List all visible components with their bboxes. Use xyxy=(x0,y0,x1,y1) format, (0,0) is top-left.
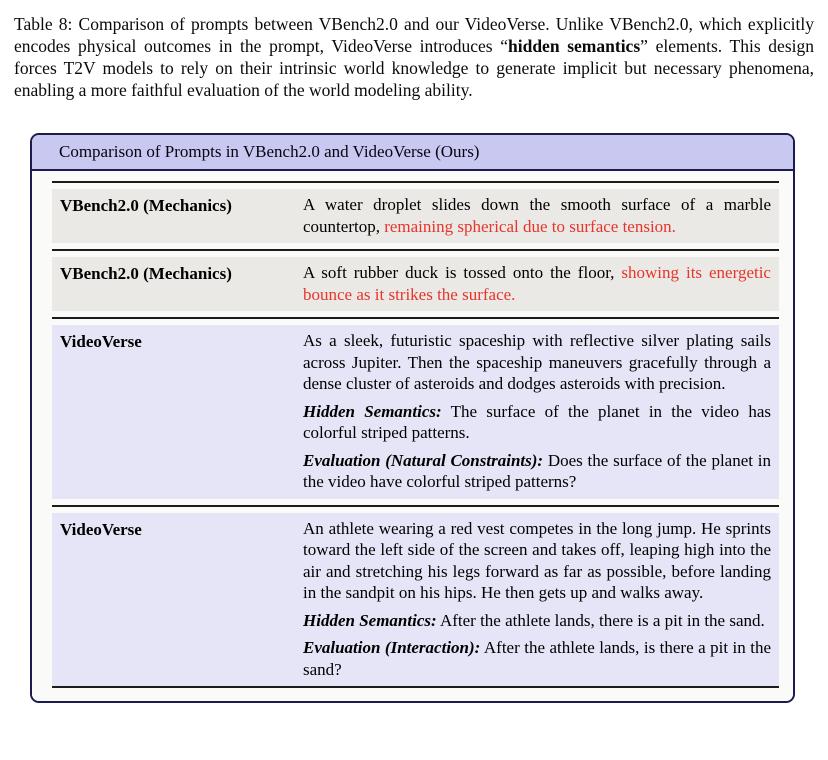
table-mid-rule xyxy=(52,505,779,507)
comparison-box xyxy=(30,133,795,703)
row-content xyxy=(303,330,771,493)
row-prompt xyxy=(303,194,771,237)
table-caption xyxy=(14,13,814,101)
row-label: VideoVerse xyxy=(60,332,142,351)
table-row-vbench-1 xyxy=(52,189,779,243)
row-label: VBench2.0 (Mechanics) xyxy=(60,196,232,215)
row-label: VideoVerse xyxy=(60,519,142,539)
box-header xyxy=(32,135,793,171)
row-prompt xyxy=(303,262,771,305)
table-row-vbench-2 xyxy=(52,257,779,311)
prompt-text: A soft rubber duck is tossed onto the floor, xyxy=(303,263,622,282)
hidden-semantics-text: The surface of the planet in the video has colorful striped patterns. xyxy=(303,401,771,442)
hidden-semantics-text: After the athlete lands, there is a pit in the sand. xyxy=(439,610,765,630)
hidden-semantics-paragraph xyxy=(303,401,771,444)
hidden-semantics-label: Hidden Semantics: xyxy=(303,610,437,630)
evaluation-paragraph xyxy=(303,450,771,493)
evaluation-label: Evaluation (Natural Constraints): xyxy=(303,450,544,470)
hidden-semantics-label: Hidden Semantics: xyxy=(303,401,442,421)
evaluation-text: Does the surface of the planet in the video have colorful striped patterns? xyxy=(303,450,771,491)
caption-bold-hidden-semantics: hidden semantics xyxy=(508,36,641,56)
evaluation-label: Evaluation (Interaction): xyxy=(303,638,481,657)
table-mid-rule xyxy=(52,249,779,251)
table-mid-rule xyxy=(52,317,779,319)
prompt-text: An athlete wearing a red vest competes in the long jump. He sprints toward the left side of the screen and takes off, leaping high into the air and stretching his legs forward as far as possible, before landing in the sandpit on his hips. He then gets up and walks away. xyxy=(303,518,771,602)
hidden-semantics-paragraph xyxy=(303,610,771,632)
evaluation-text: After the athlete lands, is there a pit in the sand? xyxy=(303,638,772,679)
prompt-text: A water droplet slides down the smooth surface of a marble countertop, xyxy=(303,195,771,236)
prompt-outcome-text: showing its energetic bounce as it strikes the surface. xyxy=(303,263,771,304)
table-top-rule xyxy=(52,181,779,183)
box-title: Comparison of Prompts in VBench2.0 and VideoVerse (Ours) xyxy=(59,142,480,161)
prompt-text: As a sleek, futuristic spaceship with reflective silver plating sails across Jupiter. Then the spaceship maneuvers gracefully through a dense cluster of asteroids and dodges asteroids with precision. xyxy=(303,331,771,393)
evaluation-paragraph xyxy=(303,637,771,680)
caption-text-after: ” elements. This design forces T2V models to rely on their intrinsic world knowledge to generate implicit but necessary phenomena, enabling a more faithful evaluation of the world modeling ability. xyxy=(14,36,814,100)
box-body xyxy=(32,171,793,701)
table-row-videoverse-2 xyxy=(52,513,779,687)
table-row-videoverse-1 xyxy=(52,325,779,499)
prompt-outcome-text: remaining spherical due to surface tension. xyxy=(384,216,676,236)
row-label: VBench2.0 (Mechanics) xyxy=(60,264,232,283)
table-bottom-rule xyxy=(52,686,779,688)
caption-text-before: Table 8: Comparison of prompts between VBench2.0 and our VideoVerse. Unlike VBench2.0, which explicitly encodes physical outcomes in the prompt, VideoVerse introduces “ xyxy=(14,14,814,56)
row-content xyxy=(303,518,771,681)
